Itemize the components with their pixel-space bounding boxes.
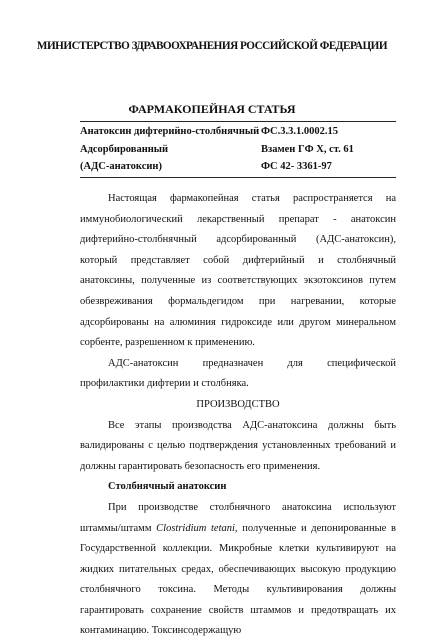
production-text-start: При производстве столбнячного анатоксина используют штаммы/штамм xyxy=(80,501,396,534)
meta-row-2 xyxy=(80,144,396,158)
drug-name-line-2: Адсорбированный xyxy=(80,144,169,155)
document-title: ФАРМАКОПЕЙНАЯ СТАТЬЯ xyxy=(128,102,296,116)
section-heading: ПРОИЗВОДСТВО xyxy=(196,398,280,410)
drug-name-line-3: (АДС-анатоксин) xyxy=(80,161,162,172)
replaces-reference: Взамен ГФ Х, ст. 61 xyxy=(261,144,354,155)
species-name: Clostridium tetani xyxy=(156,522,235,534)
ministry-header: МИНИСТЕРСТВО ЗДРАВООХРАНЕНИЯ РОССИЙСКОЙ ФЕДЕРАЦИИ xyxy=(36,40,388,52)
previous-code: ФС 42- 3361-97 xyxy=(261,161,332,172)
meta-row-3 xyxy=(80,161,396,175)
drug-name-line-1: Анатоксин дифтерийно-столбнячный xyxy=(80,126,260,137)
purpose-paragraph: АДС-анатоксин предназначен для специфической профилактики дифтерии и столбняка. xyxy=(80,357,396,390)
meta-rule-bottom xyxy=(80,177,396,178)
production-text-end: , полученные и депонированные в Государственной коллекции. Микробные клетки культивируют на жидких питательных средах, обеспечивающих высокую продукцию столбнячного токсина. Методы культивирования должны гарантировать сохранение свойств штаммов и предотвращать их контаминацию. Токсинсодержащую xyxy=(80,522,396,637)
meta-row-1 xyxy=(80,126,396,140)
title-rule-top xyxy=(80,121,396,122)
validation-paragraph: Все этапы производства АДС-анатоксина должны быть валидированы с целью подтверждения установленных требований и должны гарантировать безопасность его применения. xyxy=(80,419,396,472)
document-body xyxy=(80,189,396,642)
document-code: ФС.3.3.1.0002.15 xyxy=(261,126,338,137)
production-paragraph xyxy=(80,498,396,642)
subsection-heading: Столбнячный анатоксин xyxy=(108,481,227,493)
intro-paragraph: Настоящая фармакопейная статья распространяется на иммунобиологический лекарственный препарат - анатоксин дифтерийно-столбнячный адсорбированный (АДС-анатоксин), который представляет собой дифтерийный и столбнячный анатоксины, полученные из соответствующих экзотоксинов путем обезвреживания формальдегидом при нагревании, которые адсорбированы на алюминия гидроксиде или другом минеральном сорбенте, разрешенном к применению. xyxy=(80,193,396,349)
